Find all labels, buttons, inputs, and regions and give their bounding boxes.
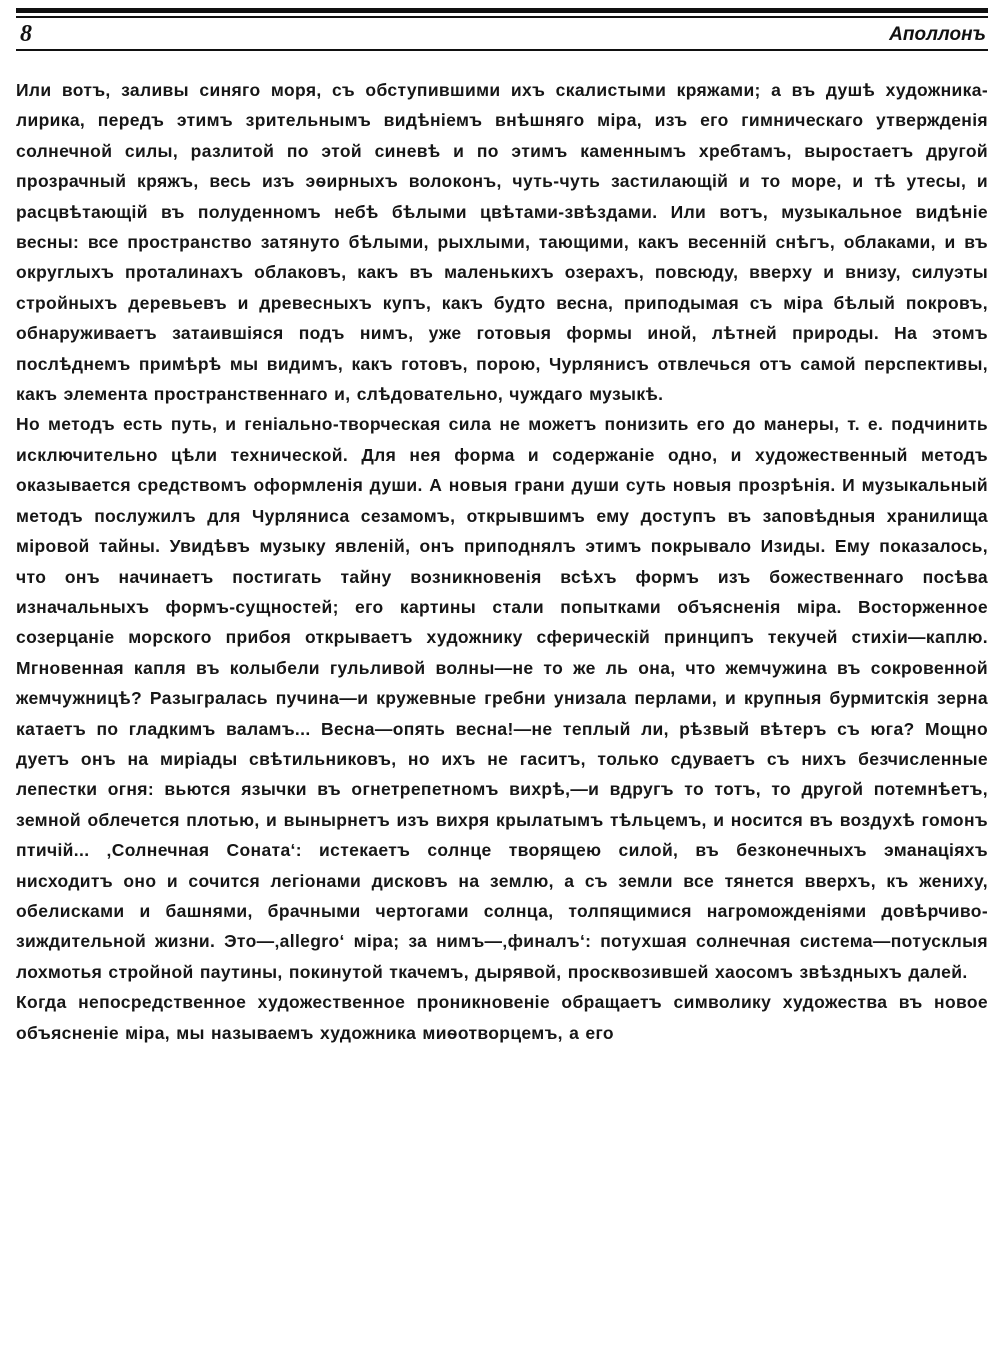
header-rule (16, 49, 988, 51)
running-title: Аполлонъ (889, 24, 986, 45)
running-header (16, 18, 988, 46)
page-number: 8 (20, 21, 32, 47)
journal-page (16, 8, 988, 1364)
paragraph-2: Но методъ есть путь, и геніально-творческая сила не можетъ понизить его до манеры, т. е. подчинить исключительно цѣли технической. Для нея форма и содержаніе одно, и художественный методъ оказывается средствомъ оформленія души. А новыя грани души суть новыя прозрѣнія. И музыкальный методъ послужилъ для Чурляниса сезамомъ, открывшимъ ему доступъ въ заповѣдныя хранилища міровой тайны. Увидѣвъ музыку явленій, онъ приподнялъ этимъ покрывало Изиды. Ему показалось, что онъ начинаетъ постигать тайну возникновенія всѣхъ формъ изъ божественнаго посѣва изначальныхъ формъ-сущностей; его картины стали попытками объясненія міра. Восторженное созерцаніе морского прибоя открываетъ художнику сферическій принципъ текучей стихіи—каплю. Мгновенная капля въ колыбели гульливой волны—не то же ль она, что жемчужина въ сокровенной жемчужницѣ? Разыгралась пучина—и кружевные гребни унизала перлами, и крупныя бурмитскія зерна катаетъ по гладкимъ валамъ... Весна—опять весна!—не теплый ли, рѣзвый вѣтеръ съ юга? Мощно дуетъ онъ на миріады свѣтильниковъ, но ихъ не гаситъ, только сдуваетъ съ нихъ безчисленные лепестки огня: вьются язычки въ огнетрепетномъ вихрѣ,—и вдругъ то тотъ, то другой потемнѣетъ, земной облечется плотью, и вынырнетъ изъ вихря крылатымъ тѣльцемъ, и носится въ воздухѣ гомонъ птичій... ‚Солнечная Соната‘: истекаетъ солнце творящею силой, въ безконечныхъ эманаціяхъ нисходитъ оно и сочится легіонами дисковъ на землю, а съ земли все тянется вверхъ, къ жениху, обелисками и башнями, брачными чертогами солнца, толпящимися нагроможденіями довѣрчиво-зиждительной жизни. Это—‚allegro‘ міра; за нимъ—‚финалъ‘: потухшая солнечная система—потусклыя лохмотья стройной паутины, покинутой ткачемъ, дырявой, просквозившей хаосомъ звѣздныхъ далей. (16, 414, 988, 982)
paragraph-3: Когда непосредственное художественное проникновеніе обращаетъ символику художества въ новое объясненіе міра, мы называемъ художника миѳотворцемъ, а его (16, 992, 988, 1043)
body-text (16, 75, 988, 1048)
top-rule-thick (16, 8, 988, 13)
paragraph-1: Или вотъ, заливы синяго моря, съ обступившими ихъ скалистыми кряжами; а въ душѣ художника-лирика, передъ этимъ зрительнымъ видѣніемъ внѣшняго міра, изъ его гимническаго утвержденія солнечной силы, разлитой по этой синевѣ и по этимъ каменнымъ хребтамъ, выростаетъ другой прозрачный кряжъ, весь изъ эѳирныхъ волоконъ, чуть-чуть застилающій и то море, и тѣ утесы, и расцвѣтающій въ полуденномъ небѣ бѣлыми цвѣтами-звѣздами. Или вотъ, музыкальное видѣніе весны: все пространство затянуто бѣлыми, рыхлыми, тающими, какъ весенній снѣгъ, облаками, и въ округлыхъ проталинахъ облаковъ, какъ въ маленькихъ озерахъ, повсюду, вверху и внизу, силуэты стройныхъ деревьевъ и древесныхъ купъ, какъ будто весна, приподымая съ міра бѣлый покровъ, обнаруживаетъ затаившіяся подъ нимъ, уже готовыя формы иной, лѣтней природы. На этомъ послѣднемъ примѣрѣ мы видимъ, какъ готовъ, порою, Чурлянисъ отвлечься отъ самой перспективы, какъ элемента пространственнаго и, слѣдовательно, чуждаго музыкѣ. (16, 80, 988, 405)
